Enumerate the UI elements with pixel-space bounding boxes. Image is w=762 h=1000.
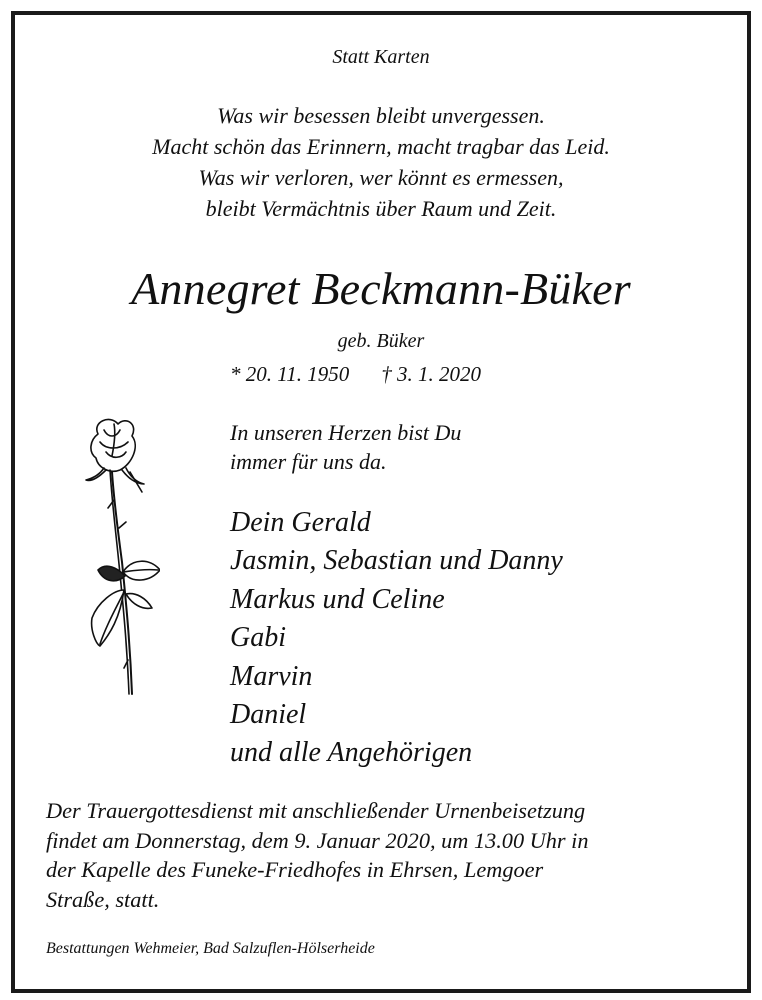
signer: und alle Angehörigen	[230, 737, 473, 769]
poem-line: bleibt Vermächtnis über Raum und Zeit.	[205, 196, 557, 221]
signer: Jasmin, Sebastian und Danny	[230, 545, 563, 577]
poem-line: Was wir verloren, wer könnt es ermessen,	[198, 165, 564, 190]
maiden-name: geb. Büker	[337, 330, 425, 352]
signers-list	[230, 504, 563, 773]
death-date: † 3. 1. 2020	[381, 362, 481, 386]
poem-line: Was wir besessen bleibt unvergessen.	[217, 103, 545, 128]
header-statt-karten: Statt Karten	[332, 46, 430, 68]
poem	[0, 100, 762, 224]
signer: Markus und Celine	[230, 583, 445, 615]
signer: Dein Gerald	[230, 507, 371, 538]
notice-line: der Kapelle des Funeke-Friedhofes in Ehrsen, Lemgoer	[46, 857, 544, 882]
notice-line: Straße, statt.	[46, 886, 160, 912]
poem-line: Macht schön das Erinnern, macht tragbar das Leid.	[152, 134, 610, 159]
service-notice	[46, 796, 589, 914]
life-dates	[230, 362, 481, 387]
quote-line: In unseren Herzen bist Du	[230, 420, 462, 445]
quote	[230, 418, 650, 476]
quote-line: immer für uns da.	[230, 449, 387, 474]
signer: Gabi	[230, 622, 286, 654]
notice-line: findet am Donnerstag, dem 9. Januar 2020, um 13.00 Uhr in	[46, 827, 589, 853]
undertaker-credit: Bestattungen Wehmeier, Bad Salzuflen-Hölserheide	[46, 940, 375, 957]
rose-icon	[70, 412, 160, 704]
birth-date: * 20. 11. 1950	[230, 362, 350, 386]
deceased-name: Annegret Beckmann-Büker	[131, 263, 631, 314]
signer: Daniel	[230, 699, 307, 731]
signer: Marvin	[230, 660, 313, 692]
notice-line: Der Trauergottesdienst mit anschließender Urnenbeisetzung	[46, 798, 586, 823]
